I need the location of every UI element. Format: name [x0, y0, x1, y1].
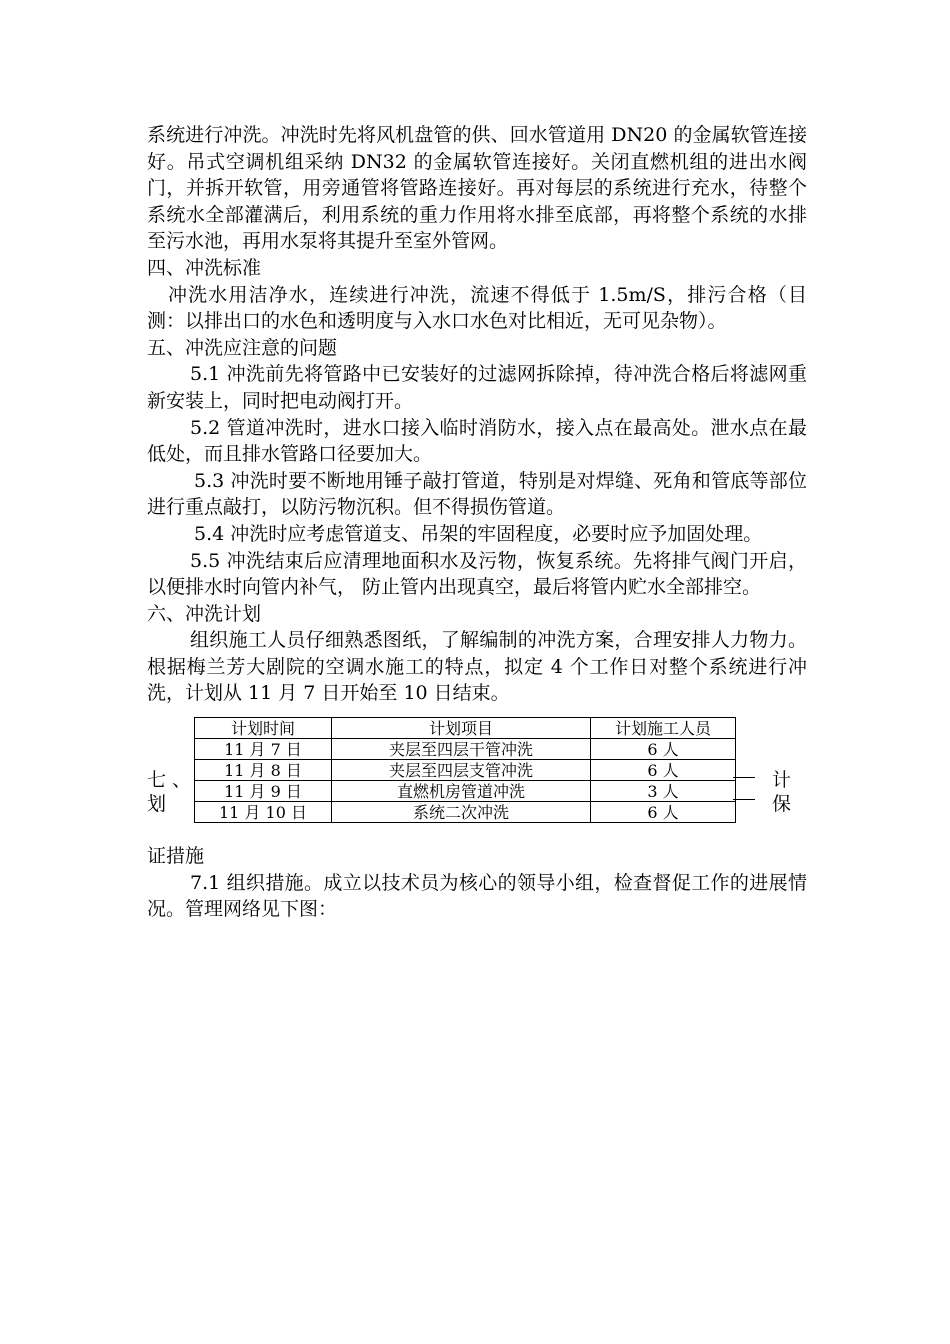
- heading-flushing-notes: 五、冲洗应注意的问题: [147, 336, 338, 359]
- paragraph-flushing-plan: 组织施工人员仔细熟悉图纸，了解编制的冲洗方案，合理安排人力物力。根据梅兰芳大剧院的空调水施工的特点，拟定 4 个工作日对整个系统进行冲洗，计划从 11 月 7 日开始至 10 日结束。: [147, 629, 807, 705]
- table-header-cell: 计划项目: [332, 718, 591, 739]
- table-cell-date: 11 月 10 日: [195, 802, 332, 823]
- table-extension-line: [733, 799, 755, 800]
- table-cell-date: 11 月 8 日: [195, 760, 332, 781]
- section-seven-heading-left: 七 、: [147, 769, 192, 792]
- table-cell-staff: 6 人: [591, 739, 736, 760]
- table-extension-line: [733, 777, 755, 778]
- paragraph-note-5-4: 5.4 冲洗时应考虑管道支、吊架的牢固程度，必要时应予加固处理。: [194, 522, 763, 545]
- plan-table: [194, 717, 736, 823]
- heading-guarantee-measures: 证措施: [147, 845, 205, 868]
- paragraph-note-5-3: 5.3 冲洗时要不断地用锤子敲打管道，特别是对焊缝、死角和管底等部位进行重点敲打，以防污物沉积。但不得损伤管道。: [147, 469, 807, 519]
- table-cell-staff: 6 人: [591, 802, 736, 823]
- document-page: [147, 122, 807, 923]
- section-seven-heading-right: 保: [772, 793, 792, 816]
- table-cell-item: 夹层至四层干管冲洗: [332, 739, 591, 760]
- table-row: [195, 802, 736, 823]
- table-cell-item: 系统二次冲洗: [332, 802, 591, 823]
- heading-flushing-standard: 四、冲洗标准: [147, 256, 262, 279]
- table-cell-item: 夹层至四层支管冲洗: [332, 760, 591, 781]
- paragraph-measure-7-1: 7.1 组织措施。成立以技术员为核心的领导小组，检查督促工作的进展情况。管理网络见下图：: [147, 871, 807, 921]
- section-seven-heading-left: 划: [147, 793, 167, 816]
- table-cell-item: 直燃机房管道冲洗: [332, 781, 591, 802]
- heading-flushing-plan: 六、冲洗计划: [147, 602, 262, 625]
- table-row: [195, 739, 736, 760]
- section-seven-heading-right: 计: [772, 769, 792, 792]
- table-cell-staff: 6 人: [591, 760, 736, 781]
- table-cell-staff: 3 人: [591, 781, 736, 802]
- paragraph-note-5-5: 5.5 冲洗结束后应清理地面积水及污物，恢复系统。先将排气阀门开启，以便排水时向管内补气， 防止管内出现真空，最后将管内贮水全部排空。: [147, 549, 807, 599]
- paragraph-flushing-standard: 冲洗水用洁净水，连续进行冲洗，流速不得低于 1.5m/S，排污合格（目测：以排出口的水色和透明度与入水口水色对比相近，无可见杂物）。: [147, 283, 807, 333]
- table-row: [195, 781, 736, 802]
- table-header-cell: 计划时间: [195, 718, 332, 739]
- table-header-row: [195, 718, 736, 739]
- paragraph-flushing-procedure: 系统进行冲洗。冲洗时先将风机盘管的供、回水管道用 DN20 的金属软管连接好。吊式空调机组采纳 DN32 的金属软管连接好。关闭直燃机组的进出水阀门，并拆开软管，用旁通管将管路连接好。再对每层的系统进行充水，待整个系统水全部灌满后，利用系统的重力作用将水排至底部，再将整个系统的水排至污水池，再用水泵将其提升至室外管网。: [147, 124, 807, 253]
- table-cell-date: 11 月 7 日: [195, 739, 332, 760]
- paragraph-note-5-1: 5.1 冲洗前先将管路中已安装好的过滤网拆除掉，待冲洗合格后将滤网重新安装上，同时把电动阀打开。: [147, 363, 807, 412]
- plan-table-section: [147, 717, 807, 843]
- table-header-cell: 计划施工人员: [591, 718, 736, 739]
- paragraph-note-5-2: 5.2 管道冲洗时，进水口接入临时消防水，接入点在最高处。泄水点在最低处，而且排水管路口径要加大。: [147, 416, 807, 466]
- table-cell-date: 11 月 9 日: [195, 781, 332, 802]
- table-row: [195, 760, 736, 781]
